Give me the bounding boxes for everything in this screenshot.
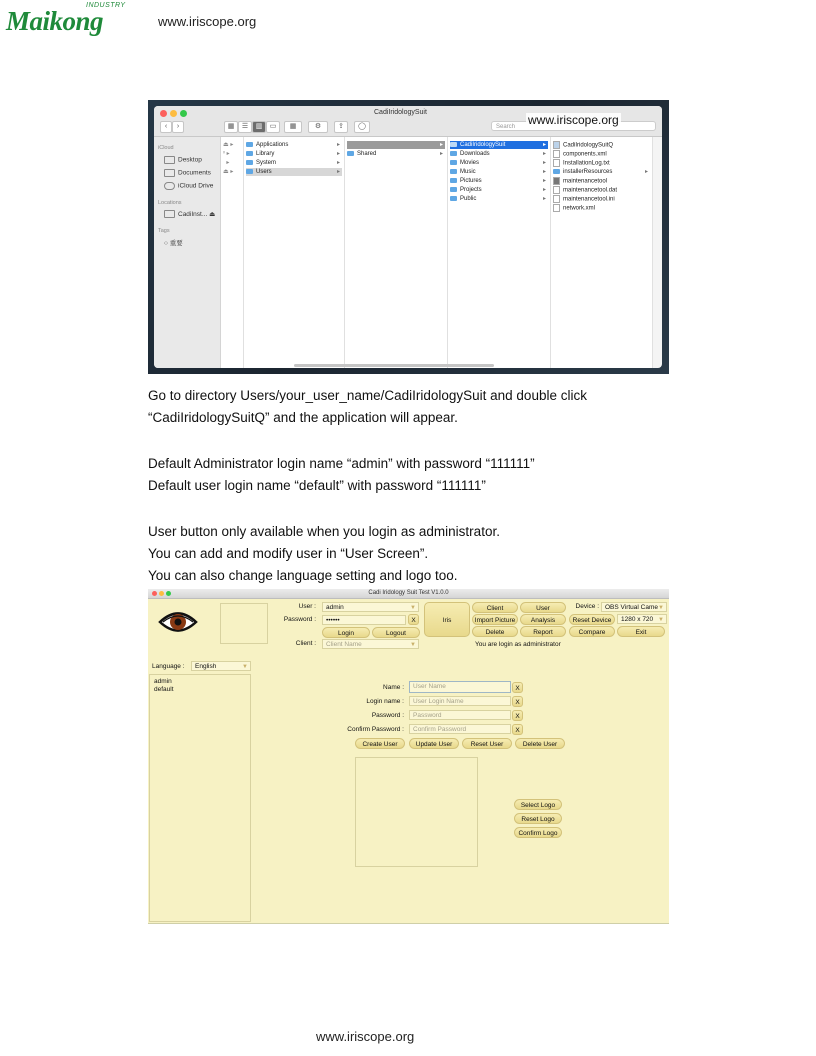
chevron-down-icon: ▼	[658, 617, 664, 623]
column-view-icon[interactable]: ▥	[252, 121, 266, 133]
create-user-button[interactable]: Create User	[355, 738, 405, 749]
finder-item-label: Library	[256, 151, 275, 157]
reset-user-button[interactable]: Reset User	[462, 738, 512, 749]
finder-item-label: components.xml	[563, 151, 607, 158]
finder-item-label: Movies	[460, 160, 480, 166]
folder-icon	[450, 178, 457, 183]
file-icon	[553, 159, 560, 167]
reset-logo-button[interactable]: Reset Logo	[514, 813, 562, 824]
sidebar-heading-tags: Tags	[158, 228, 170, 234]
finder-item-public[interactable]	[450, 195, 548, 203]
icon-view-icon[interactable]: ▦	[224, 121, 238, 133]
login-status-text: You are login as administrator	[475, 641, 561, 648]
instruction-line: Default user login name “default” with password “111111”	[148, 478, 486, 493]
instruction-line: “CadiIridologySuitQ” and the application will appear.	[148, 410, 458, 425]
chevron-right-icon: ▸	[439, 151, 443, 157]
finder-item-label: installerResources	[563, 169, 613, 175]
finder-item-file[interactable]	[553, 150, 650, 158]
documents-icon	[164, 169, 175, 177]
clear-login-name-button[interactable]: X	[512, 696, 523, 707]
sidebar-item-label: CadiInst...	[178, 211, 208, 218]
analysis-button[interactable]: Analysis	[520, 614, 566, 625]
chevron-right-icon: ▸	[542, 196, 546, 202]
finder-item-label: Applications	[256, 142, 289, 148]
delete-user-button[interactable]: Delete User	[515, 738, 565, 749]
folder-icon	[347, 151, 354, 156]
confirm-logo-button[interactable]: Confirm Logo	[514, 827, 562, 838]
finder-item-users[interactable]	[246, 168, 342, 176]
disk-icon	[164, 210, 175, 218]
logo-wordmark: Maikong	[6, 6, 104, 36]
instruction-line: Go to directory Users/your_user_name/CadiIridologySuit and double click	[148, 388, 587, 403]
language-select[interactable]	[191, 661, 251, 671]
client-select[interactable]	[322, 639, 419, 649]
watermark: www.iriscope.org	[528, 113, 619, 127]
finder-item-file[interactable]	[553, 195, 650, 203]
finder-item-shared[interactable]	[347, 150, 445, 158]
sidebar-item-label: 重要	[169, 240, 183, 247]
finder-item-library[interactable]	[246, 150, 342, 158]
reset-device-button[interactable]: Reset Device	[569, 614, 615, 625]
report-button[interactable]: Report	[520, 626, 566, 637]
device-select-value: OBS Virtual Came	[605, 604, 658, 611]
footer-site-url[interactable]: www.iriscope.org	[316, 1029, 415, 1044]
finder-item-label: Projects	[460, 187, 482, 193]
column0-row[interactable]: ⏏ ▸	[223, 169, 234, 175]
finder-titlebar	[154, 106, 662, 137]
chevron-down-icon: ▼	[410, 642, 416, 648]
finder-item-label: InstallationLog.txt	[563, 160, 610, 167]
instruction-line: You can also change language setting and logo too.	[148, 568, 458, 583]
finder-item-label: Users	[256, 169, 272, 175]
finder-item-music[interactable]	[450, 168, 548, 176]
sidebar-item-desktop[interactable]	[164, 156, 202, 164]
client-select-placeholder: Client Name	[326, 641, 362, 648]
finder-item-label: maintenancetool.dat	[563, 187, 618, 194]
name-input[interactable]: User Name	[409, 681, 511, 693]
folder-icon	[450, 142, 457, 147]
group-icon[interactable]: ▦	[284, 121, 302, 133]
share-icon[interactable]: ⇪	[334, 121, 348, 133]
executable-icon	[553, 177, 560, 185]
header-site-url[interactable]: www.iriscope.org	[158, 14, 257, 29]
folder-icon	[450, 169, 457, 174]
finder-item-file[interactable]	[553, 159, 650, 167]
forward-icon[interactable]: ›	[172, 121, 184, 133]
sidebar-item-label: iCloud Drive	[178, 182, 214, 190]
folder-icon	[450, 187, 457, 192]
sidebar-item-label: Desktop	[178, 156, 202, 164]
finder-item-system[interactable]	[246, 159, 342, 167]
finder-item-label: maintenancetool.ini	[563, 196, 615, 203]
finder-item-projects[interactable]	[450, 186, 548, 194]
clear-password-field-button[interactable]: X	[512, 710, 523, 721]
chevron-right-icon: ▸	[644, 169, 648, 175]
user-button[interactable]: User	[520, 602, 566, 613]
exit-button[interactable]: Exit	[617, 626, 665, 637]
finder-item-label: CadiIridologySuit	[460, 142, 506, 148]
clear-password-button[interactable]: X	[408, 614, 419, 625]
logo-preview-box	[220, 603, 268, 644]
finder-item-label: Pictures	[460, 178, 482, 184]
password-field-label: Password :	[371, 712, 404, 719]
sidebar-item-location[interactable]: CadiInst... ⏏	[164, 210, 215, 218]
finder-item-label: CadiIridologySuitQ	[563, 142, 614, 149]
finder-column-2	[345, 137, 448, 368]
finder-item-applications[interactable]	[246, 141, 342, 149]
sidebar-item-label: Documents	[178, 169, 211, 177]
column0-row[interactable]: ᵛ ▸	[223, 151, 230, 157]
file-icon	[553, 186, 560, 194]
chevron-right-icon: ▸	[439, 142, 443, 148]
back-icon[interactable]: ‹	[160, 121, 172, 133]
eye-logo-icon	[158, 607, 198, 637]
list-item[interactable]: default	[154, 686, 174, 693]
list-view-icon[interactable]: ☰	[238, 121, 252, 133]
folder-icon	[450, 151, 457, 156]
language-label: Language :	[152, 663, 185, 670]
gallery-view-icon[interactable]: ▭	[266, 121, 280, 133]
app-title: Cadi Iridology Suit Test V1.0.0	[368, 590, 449, 596]
client-label: Client :	[295, 640, 316, 647]
finder-item-label: maintenancetool	[563, 178, 608, 185]
tag-icon[interactable]: ◯	[354, 121, 370, 133]
delete-button[interactable]: Delete	[472, 626, 518, 637]
sidebar-heading-icloud: iCloud	[158, 145, 174, 151]
app-icon	[553, 141, 560, 149]
resolution-select[interactable]	[617, 614, 667, 624]
chevron-down-icon: ▼	[242, 664, 248, 670]
sidebar-item-documents[interactable]	[164, 169, 211, 177]
password-label: Password :	[283, 616, 316, 623]
password-field[interactable]: Password	[409, 710, 511, 720]
finder-item-user-home[interactable]	[347, 141, 445, 149]
app-screenshot	[148, 589, 669, 924]
finder-item-file[interactable]	[553, 204, 650, 212]
finder-search-input[interactable]: Search	[491, 121, 656, 131]
chevron-right-icon: ▸	[542, 187, 546, 193]
finder-sidebar	[154, 137, 221, 368]
sidebar-item-tag[interactable]	[164, 238, 183, 247]
compare-button[interactable]: Compare	[569, 626, 615, 637]
login-name-input[interactable]: User Login Name	[409, 696, 511, 706]
finder-column-4	[551, 137, 653, 368]
chevron-right-icon: ▸	[542, 169, 546, 175]
chevron-right-icon: ▸	[542, 178, 546, 184]
minimize-icon[interactable]	[170, 110, 177, 117]
chevron-down-icon: ▼	[410, 605, 416, 611]
import-picture-button[interactable]: Import Picture	[472, 614, 518, 625]
user-label: User :	[298, 603, 316, 610]
logo-industry: INDUSTRY	[86, 2, 126, 9]
resolution-select-value: 1280 x 720	[621, 616, 654, 623]
logout-button[interactable]: Logout	[372, 627, 420, 638]
finder-item-file[interactable]	[553, 177, 650, 185]
finder-item-file[interactable]	[553, 186, 650, 194]
file-icon	[553, 204, 560, 212]
finder-item-folder[interactable]	[553, 168, 650, 176]
name-label: Name :	[383, 684, 404, 691]
logo-image-panel	[355, 757, 478, 867]
select-logo-button[interactable]: Select Logo	[514, 799, 562, 810]
password-input[interactable]: ••••••	[322, 615, 406, 625]
finder-item-label: Public	[460, 196, 477, 202]
column0-row[interactable]: ▸	[223, 160, 230, 166]
gear-icon[interactable]: ⚙	[308, 121, 328, 133]
finder-screenshot	[148, 100, 669, 374]
finder-horizontal-scrollbar[interactable]	[294, 364, 494, 367]
instruction-line: User button only available when you login as administrator.	[148, 524, 500, 539]
instruction-line: You can add and modify user in “User Screen”.	[148, 546, 429, 561]
folder-icon	[246, 169, 253, 174]
app-titlebar	[148, 589, 669, 599]
update-user-button[interactable]: Update User	[409, 738, 459, 749]
list-item[interactable]: admin	[154, 678, 172, 685]
user-select-value: admin	[326, 604, 344, 611]
finder-item-label: System	[256, 160, 277, 166]
sidebar-item-icloud-drive[interactable]	[164, 182, 213, 190]
sidebar-heading-locations: Locations	[158, 200, 182, 206]
finder-item-movies[interactable]	[450, 159, 548, 167]
desktop-icon	[164, 156, 175, 164]
folder-icon	[246, 142, 253, 147]
chevron-right-icon: ▸	[336, 169, 340, 175]
folder-icon	[246, 160, 253, 165]
folder-icon	[246, 151, 253, 156]
chevron-right-icon: ▸	[542, 142, 546, 148]
chevron-down-icon: ▼	[658, 605, 664, 611]
finder-item-label: Downloads	[460, 151, 490, 157]
iris-button[interactable]: Iris	[424, 602, 470, 637]
finder-item-app[interactable]	[553, 141, 650, 149]
finder-column-1	[244, 137, 345, 368]
finder-item-downloads[interactable]	[450, 150, 548, 158]
chevron-right-icon: ▸	[336, 160, 340, 166]
confirm-password-field[interactable]: Confirm Password	[409, 724, 511, 734]
language-select-value: English	[195, 663, 217, 670]
finder-item-label: Music	[460, 169, 476, 175]
finder-item-pictures[interactable]	[450, 177, 548, 185]
cloud-icon	[164, 182, 175, 190]
folder-icon	[450, 160, 457, 165]
close-icon[interactable]	[160, 110, 167, 117]
device-label: Device :	[575, 603, 599, 610]
file-icon	[553, 195, 560, 203]
finder-item-label: Shared	[357, 151, 377, 157]
chevron-right-icon: ▸	[336, 151, 340, 157]
file-icon	[553, 150, 560, 158]
folder-icon	[553, 169, 560, 174]
client-button[interactable]: Client	[472, 602, 518, 613]
finder-column-0	[221, 137, 244, 368]
column0-row[interactable]: ⏏ ▸	[223, 142, 234, 148]
zoom-icon[interactable]	[180, 110, 187, 117]
clear-name-button[interactable]: X	[512, 682, 523, 693]
chevron-right-icon: ▸	[542, 160, 546, 166]
login-button[interactable]: Login	[322, 627, 370, 638]
user-list[interactable]	[149, 674, 251, 922]
clear-confirm-password-button[interactable]: X	[512, 724, 523, 735]
login-name-label: Login name :	[366, 698, 404, 705]
finder-column-3	[448, 137, 551, 368]
maikong-logo	[6, 2, 128, 36]
instruction-line: Default Administrator login name “admin” with password “111111”	[148, 456, 535, 471]
device-select[interactable]	[601, 602, 667, 612]
user-select[interactable]	[322, 602, 419, 612]
folder-icon	[450, 196, 457, 201]
finder-item-label: network.xml	[563, 205, 596, 212]
chevron-right-icon: ▸	[542, 151, 546, 157]
finder-title: CadiIridologySuit	[374, 109, 427, 116]
finder-window	[154, 106, 662, 368]
tag-dot-icon: ○	[164, 240, 170, 247]
confirm-password-label: Confirm Password :	[347, 726, 404, 733]
finder-item-cadiiridologysuit[interactable]	[450, 141, 548, 149]
chevron-right-icon: ▸	[336, 142, 340, 148]
